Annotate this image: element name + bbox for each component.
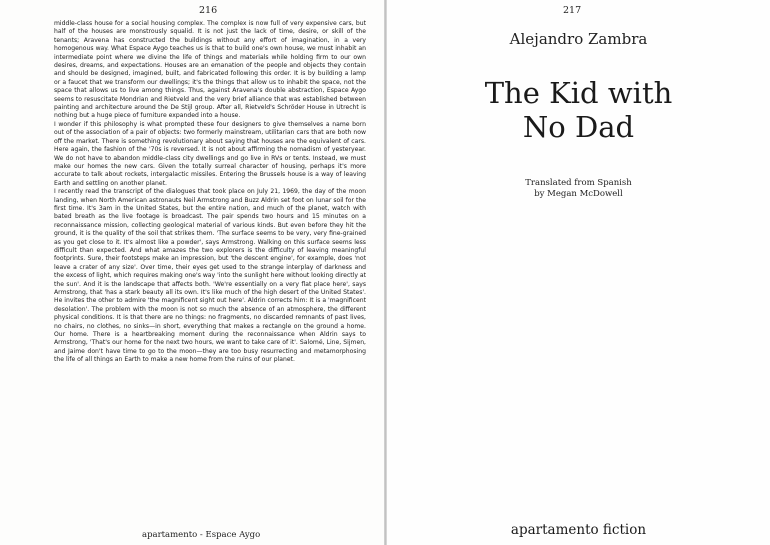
running-footer: apartamento - Espace Aygo	[142, 530, 261, 540]
essay-text	[54, 20, 366, 365]
title-line: The Kid with	[484, 76, 673, 110]
translator-credit	[387, 178, 770, 200]
credit-line: by Megan McDowell	[534, 189, 623, 199]
page-number: 216	[199, 5, 218, 16]
title-line: No Dad	[522, 110, 635, 144]
author-name: Alejandro Zambra	[509, 30, 648, 48]
credit-line: Translated from Spanish	[525, 178, 632, 188]
imprint-label: apartamento fiction	[510, 522, 647, 538]
paragraph: I recently read the transcript of the dialogues that took place on July 21, 1969, the day of the moon landing, when North American astronauts Neil Armstrong and Buzz Aldrin set foot on lunar soil for the first time. It's 3am in the United States, but the entire nation, and much of the planet, watch with bated breath as the live footage is broadcast. The pair spends two hours and 15 minutes on a reconnaissance mission, collecting geological material of various kinds. But even before they hit the ground, it is the quality of the soil that strikes them. 'The surface seems to be very, very fine-grained as you get close to it. It's almost like a powder', says Armstrong. Walking on this surface seems less difficult than expected. And what amazes the two explorers is the difficulty of leaving meaningful footprints. Sure, their footsteps make an impression, but 'the descent engine', for example, does 'not leave a crater of any size'. Over time, their eyes get used to the strange interplay of darkness and the excess of light, which requires making one's way 'into the sunlight here without looking directly at the sun'. And it is the landscape that affects both. 'We're essentially on a very flat place here', says Armstrong, that 'has a stark beauty all its own. It's like much of the high desert of the United States'. He invites the other to admire 'the magnificent sight out here'. Aldrin corrects him: It is a 'magnificent desolation'. The problem with the moon is not so much the absence of an atmosphere, the different physical conditions. It is that there are no things: no fragments, no discarded remnants of past lives, no chairs, no clothes, no sinks—in short, everything that makes a rectangle on the ground a home. Our home. There is a heartbreaking moment during the reconnaissance when Aldrin says to Armstrong, 'That's our home for the next two hours, we want to take care of it'. Salomé, Line, Sijmen, and Jaime don't have time to go to the moon—they are too busy resurrecting and metamorphosing the life of all things an Earth to make a new home from the ruins of our planet.	[54, 188, 366, 364]
right-page	[387, 0, 770, 545]
left-page	[0, 0, 384, 545]
paragraph: I wonder if this philosophy is what prompted these four designers to give themselves a name born out of the association of a pair of objects: two formerly mainstream, utilitarian cars that are both now off the market. There is something revolutionary about saying that houses are the equivalent of cars. Here again, the fashion of the '70s is reversed. It is not about affirming the nomadism of yesteryear. We do not have to abandon middle-class city dwellings and go live in RVs or tents. Instead, we must make our homes the new cars. Given the totally surreal character of housing, perhaps it's more accurate to talk about rockets, intergalactic missiles. Entering the Brussels house is a way of leaving Earth and settling on another planet.	[54, 120, 366, 187]
story-title	[387, 76, 770, 144]
page-number: 217	[563, 5, 582, 16]
paragraph: middle-class house for a social housing complex. The complex is now full of very expensive cars, but half of the houses are monstrously squalid. It is not just the lack of time, desire, or skill of the tenants; Aravena has constructed the buildings without any effort of imagination, in a very homogenous way. What Espace Aygo teaches us is that to build one's own house, we must inhabit an intermediate point where we divine the life of things and materials while holding firm to our own desires, dreams, and expectations. Houses are an emanation of the people and objects they contain and should be designed, imagined, built, and fabricated following this order. It is by building a lamp or a faucet that we transform our dwellings; it's the things that allow us to inhabit the space, not the space that allows us to live among things. Thus, against Aravena's double abstraction, Espace Aygo seems to resuscitate Mondrian and Rietveld and the very brief alliance that was established between painting and architecture around the De Stijl group. After all, Rietveld's Schröder House in Utrecht is nothing but a huge piece of furniture expanded into a house.	[54, 20, 366, 120]
